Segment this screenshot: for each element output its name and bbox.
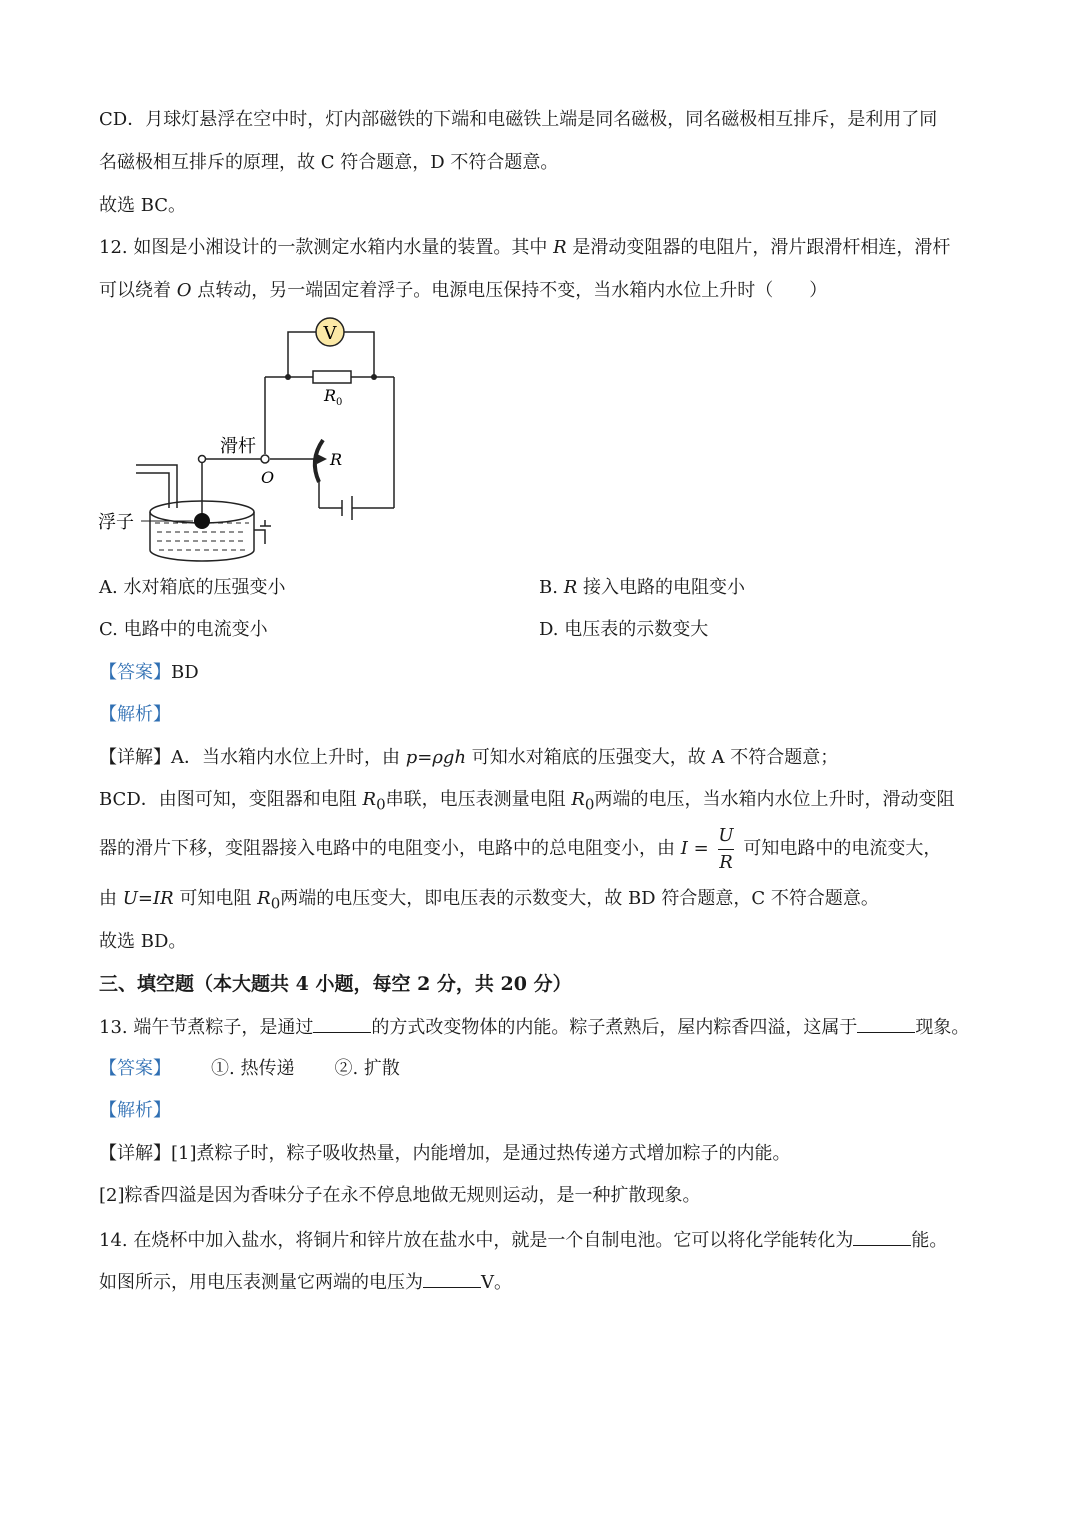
q14-stem-line1: 14. 在烧杯中加入盐水，将铜片和锌片放在盐水中，就是一个自制电池。它可以将化学能转化为 能。 [99,1227,947,1253]
o-label: O [261,468,275,487]
q12-conclusion: 故选 BD。 [99,931,187,952]
q12-option-a: A. 水对箱底的压强变小 [99,577,286,598]
ohm-fraction: $\frac{U}{R}$ [718,824,734,873]
q12-option-c: C. 电路中的电流变小 [99,619,268,640]
voltmeter-label: V [323,323,337,344]
q12-detail-bcd1: BCD．由图可知，变阻器和电阻 $R_0$串联，电压表测量电阻 $R_0$两端的电压，当水箱内水位上升时，滑动变阻 [99,789,955,814]
blank-3 [853,1227,911,1246]
rod-label: 滑杆 [220,436,256,457]
q13-detail2: [2]粽香四溢是因为香味分子在永不停息地做无规则运动，是一种扩散现象。 [99,1185,701,1206]
q11-conclusion: 故选 BC。 [99,195,187,216]
section3-title: 三、填空题（本大题共 4 小题，每空 2 分，共 20 分） [99,973,572,995]
q13-stem: 13. 端午节煮粽子，是通过 的方式改变物体的内能。粽子煮熟后，屋内粽香四溢，这属于 现象。 [99,1014,969,1040]
q13-analysis-tag: 【解析】 [99,1100,171,1121]
blank-2 [857,1014,915,1033]
q12-detail-bcd3: 由 U=IR 可知电阻 $R_0$两端的电压变大，即电压表的示数变大，故 BD 符合题意，C 不符合题意。 [99,888,879,913]
q12-answer: 【答案】BD [99,662,199,683]
r0-label-sub: 0 [336,397,343,408]
q12-analysis-tag: 【解析】 [99,704,171,725]
blank-4 [423,1269,481,1288]
q12-detail-a: 【详解】A．当水箱内水位上升时，由 p=ρgh 可知水对箱底的压强变大，故 A 不符合题意； [99,747,839,768]
blank-1 [313,1014,371,1033]
q13-detail1: 【详解】[1]煮粽子时，粽子吸收热量，内能增加，是通过热传递方式增加粽子的内能。 [99,1143,791,1164]
r0-resistor [313,371,351,383]
q14-stem-line2: 如图所示，用电压表测量它两端的电压为 V。 [99,1269,512,1295]
q12-stem-line1: 12. 如图是小湘设计的一款测定水箱内水量的装置。其中 R 是滑动变阻器的电阻片，滑片跟滑杆相连，滑杆 [99,237,951,258]
r0-label: R [324,386,337,405]
float-label: 浮子 [98,512,134,533]
q12-stem-line2: 可以绕着 O 点转动，另一端固定着浮子。电源电压保持不变，当水箱内水位上升时（ ） [99,280,828,301]
q12-option-d: D. 电压表的示数变大 [539,619,709,640]
q11-cd-line1: CD．月球灯悬浮在空中时，灯内部磁铁的下端和电磁铁上端是同名磁极，同名磁极相互排斥，是利用了同 [99,109,938,130]
q12-circuit-figure [95,312,415,572]
r-label: R [330,450,343,469]
q13-answer: 【答案】 ①. 热传递 ②. 扩散 [99,1058,400,1079]
q12-option-b: B. R 接入电路的电阻变小 [539,577,745,598]
q11-cd-line2: 名磁极相互排斥的原理，故 C 符合题意，D 不符合题意。 [99,152,559,173]
q12-detail-bcd2: 器的滑片下移，变阻器接入电路中的电阻变小，电路中的总电阻变小，由 I = $\frac{U}{R}$ 可知电路中的电流变大， [99,822,941,876]
